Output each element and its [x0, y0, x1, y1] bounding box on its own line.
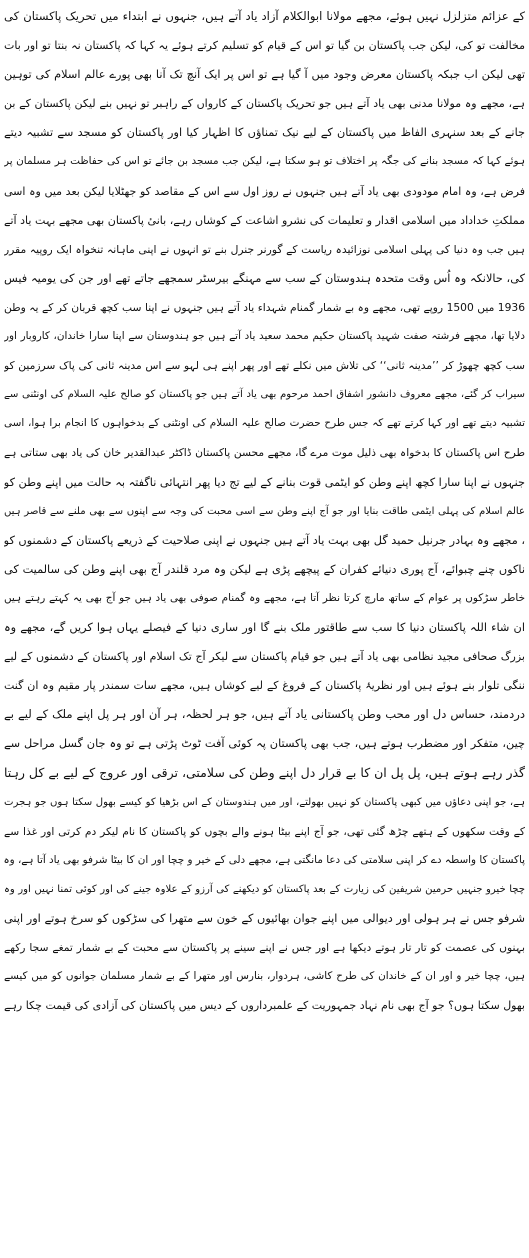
article-line: 1936 میں 1500 روپے تھی، مجھے وہ بے شمار گمنام شہداء یاد آتے ہیں جنہوں نے اپنا سب کچھ قربان کر کے یہ وطن	[4, 300, 525, 314]
article-line: کے وقت سکھوں کے ہتھے چڑھ گئی تھی، جو آج اپنے بیٹا ہونے والے بچوں کو پاکستان کا نام لیکر دم کرتی اور غذا سے	[4, 824, 525, 838]
article-line: ننگی تلوار بنے ہوئے ہیں اور نظریۂ پاکستان کے فروغ کے لیے کوشاں ہیں، مجھے سات سمندر پار مقیم وہ ان گنت	[4, 679, 525, 693]
article-line: جانے کے بعد سنہری الفاظ میں پاکستان کے لیے نیک تمناؤں کا اظہار کیا اور پاکستان کو مسجد سے تشبیہ دیتے	[4, 126, 525, 140]
article-line: سیراب کر گئے، مجھے معروف دانشور اشفاق احمد مرحوم بھی یاد آتے ہیں جو پاکستان کو صالح علیہ السلام کی اونٹنی سے	[4, 389, 525, 401]
article-line: ہے، مجھے وہ مولانا مدنی بھی یاد آتے ہیں جو تحریک پاکستان کے کارواں کے راہبر تو نہیں بنے لیکن پاکستان کے بن	[4, 97, 525, 111]
article-line: بزرگ صحافی مجید نظامی بھی یاد آتے ہیں جو قیام پاکستان سے لیکر آج تک اسلام اور پاکستان کے دشمنوں کے لیے	[4, 650, 525, 664]
article-line: مملکتِ خداداد میں اسلامی اقدار و تعلیمات کی نشرو اشاعت کے کوشاں رہے، بانیٔ پاکستان بھی مجھے بہت یاد آتے	[4, 213, 525, 227]
article-line	[4, 1020, 525, 1049]
article-line: ، مجھے وہ بہادر جرنیل حمید گل بھی بہت یاد آتے ہیں جنہوں نے اپنی صلاحیت کے ذریعے پاکستان کے دشمنوں کو	[4, 533, 525, 547]
article-line: ناکوں چنے چبوائے، آج پوری دنیائے کفران کے پیچھے پڑی ہے لیکن وہ مرد قلندر آج بھی اپنے وطن کی سالمیت کی	[4, 562, 525, 576]
article-line: بھول سکتا ہوں؟ جو آج بھی نام نہاد جمہوریت کے علمبرداروں کے دیس میں پاکستان کی آزادی کی قیمت چکا رہے	[4, 999, 525, 1013]
article-line: دردمند، حساس دل اور محب وطن پاکستانی یاد آتے ہیں، جو ہر لحظہ، ہر آن اور ہر پل اپنے ملک کے لیے بے	[4, 707, 525, 722]
article-line: مخالفت تو کی، لیکن جب پاکستان بن گیا تو اس کے قیام کو تسلیم کرتے ہوئے یہ کہا کہ پاکستان نہ بنتا تو اور بات	[4, 39, 525, 53]
article-line: ان شاء اللہ پاکستان دنیا کا سب سے طاقتور ملک بنے گا اور ساری دنیا کے فیصلے یہاں ہوا کریں گے، مجھے وہ	[4, 620, 525, 634]
article-line: فرض ہے، وہ امام مودودی بھی یاد آتے ہیں جنہوں نے روز اول سے اس کے مقاصد کو جھٹلایا لیکن بعد میں وہ اسی	[4, 184, 525, 198]
article-line: طرح اس پاکستان کا بدخواہ بھی ذلیل موت مرے گا، مجھے محسن پاکستان ڈاکٹر عبدالقدیر خان کی یاد بھی ستاتی ہے	[4, 446, 525, 460]
article-line: شرفو جس نے ہر ہولی اور دیوالی میں اپنے جوان بھائیوں کے خون سے متھرا کی سڑکوں کو سرخ ہوتے اور اپنی	[4, 911, 525, 925]
article-line: ہیں جب وہ دنیا کی پہلی اسلامی نوزائیدہ ریاست کے گورنر جنرل بنے تو انہوں نے اپنی ماہانہ تنخواہ ایک روپیہ مقرر	[4, 242, 525, 256]
article-line: تھی لیکن اب جبکہ پاکستان معرض وجود میں آ گیا ہے تو اس پر ایک آنچ تک آنا بھی پورے عالم اسلام کی توہین	[4, 68, 525, 82]
article-line: خاطر سڑکوں پر عوام کے ساتھ مارچ کرتا نظر آتا ہے، مجھے وہ گمنام صوفی بھی یاد ہیں جو آج بھی یہ کہتے رہتے ہیں	[4, 591, 525, 604]
article-line: کی، حالانکہ وہ اُس وقت متحدہ ہندوستان کے سب سے مہنگے بیرسٹر سمجھے جاتے تھے اور جن کی یومیہ فیس	[4, 271, 525, 285]
article-line: جنہوں نے اپنا سارا کچھ اپنے وطن کو ایٹمی قوت بنانے کے لیے تج دیا پھر انتہائی ناگفتہ بہ حالت میں اپنے وطن کو	[4, 475, 525, 489]
article-line: دلایا تھا، مجھے فرشتہ صفت شہید پاکستان حکیم محمد سعید یاد آتے ہیں جو ہندوستان سے اپنا سارا خاندان، کاروبار اور	[4, 330, 525, 343]
article-column	[4, 2, 525, 1049]
article-line: پاکستان کا واسطہ دے کر اپنی سلامتی کی دعا مانگتی ہے، مجھے دلی کے خیر و چچا اور ان کا بیٹا شرفو بھی یاد آتا ہے، وہ	[4, 853, 525, 866]
article-line: کے عزائم متزلزل نہیں ہوئے، مجھے مولانا ابوالکلام آزاد یاد آتے ہیں، جنہوں نے ابتداء میں تحریک پاکستان کی	[4, 9, 525, 23]
article-line: تشبیہ دیتے تھے اور کہا کرتے تھے کہ جس طرح حضرت صالح علیہ السلام کی اونٹنی کے بدخواہوں کا انجام برا ہوا، اسی	[4, 417, 525, 430]
article-line: چین، متفکر اور مضطرب ہوتے ہیں، جب بھی پاکستان پہ کوئی آفت ٹوٹ پڑتی ہے تو وہ جان گسل مراحل سے	[4, 737, 525, 751]
article-line: عالم اسلام کی پہلی ایٹمی طاقت بنایا اور جو آج اپنے وطن سے اسی محبت کی وجہ سے اپنوں سے بھی ملنے سے قاصر ہیں	[4, 505, 525, 517]
article-line: بہنوں کی عصمت کو تار تار ہوتے دیکھا ہے اور جس نے اپنے سینے پر پاکستان سے محبت کے بے شمار تمغے سجا رکھے	[4, 941, 525, 954]
article-line: ہیں، چچا خیر و اور ان کے خاندان کی طرح کاشی، ہردوار، بنارس اور متھرا کے بے شمار مسلمان جوانوں کو میں کیسے	[4, 970, 525, 983]
article-line: چچا خیرو جنہیں حرمین شریفین کی زیارت کے بعد پاکستان کو دیکھنے کی آرزو کے علاوہ جینے کی اور کوئی تمنا نہیں اور وہ	[4, 883, 525, 895]
article-line: سب کچھ چھوڑ کر ’’مدینہ ثانی‘‘ کی تلاش میں نکلے تھے اور پھر اپنے ہی لہو سے اس مدینہ ثانی کی پاک سرزمین کو	[4, 359, 525, 373]
article-line: ہوئے کہا کہ مسجد بنانے کی جگہ پر اختلاف تو ہو سکتا ہے، لیکن جب مسجد بن جائے تو اس کی حفاظت ہر مسلمان پر	[4, 155, 525, 168]
article-line: گذر رہے ہوتے ہیں، پل پل ان کا بے قرار دل اپنے وطن کی سلامتی، ترقی اور عروج کے لیے بے کل رہتا	[4, 765, 525, 781]
article-line: ہے، جو اپنی دعاؤں میں کبھی پاکستان کو نہیں بھولتے، اور میں ہندوستان کے اس بڑھیا کو کیسے بھول سکتا ہوں جو ہجرت	[4, 796, 525, 808]
